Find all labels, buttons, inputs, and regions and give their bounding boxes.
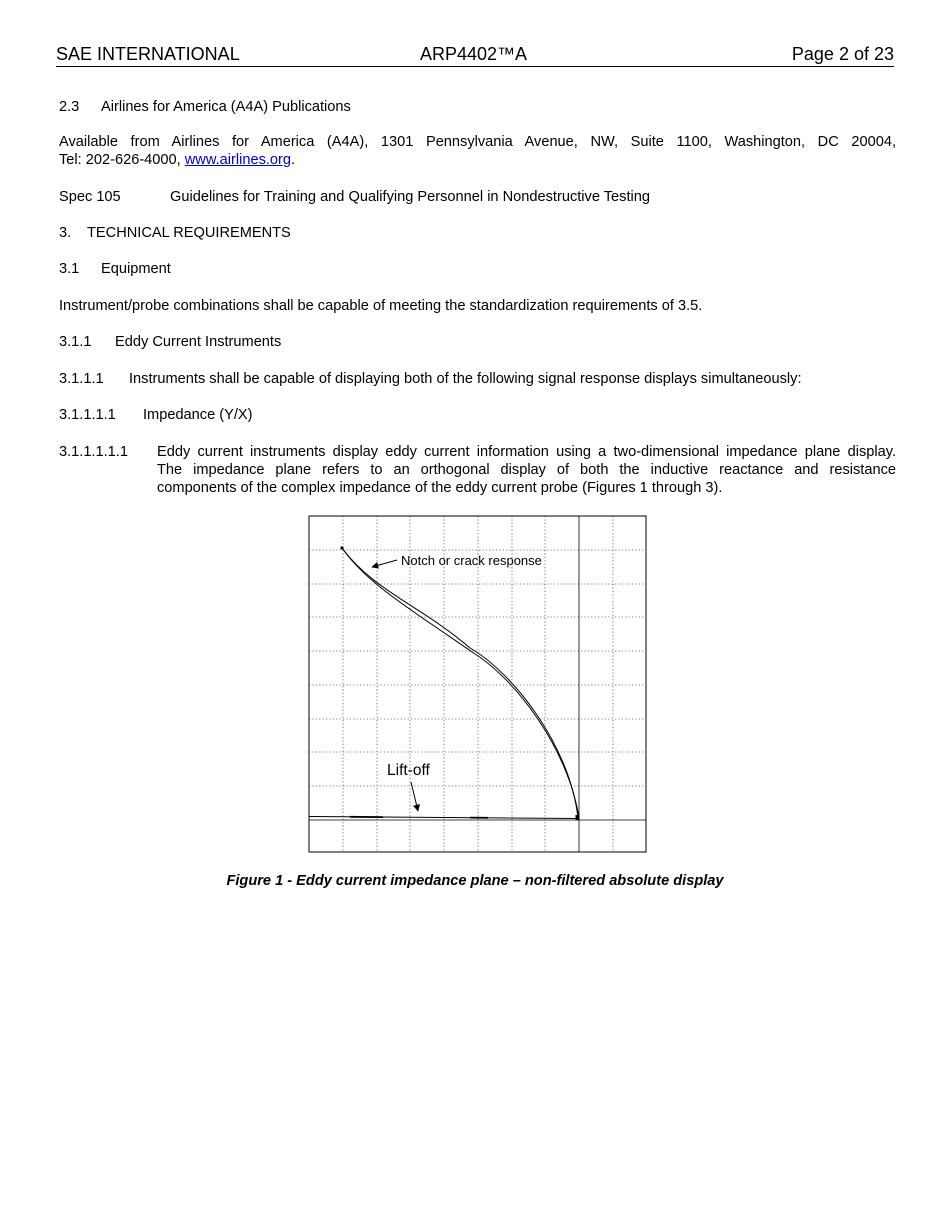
spec-title: Guidelines for Training and Qualifying Personnel in Nondestructive Testing	[170, 189, 650, 205]
trace-start-point	[340, 546, 343, 549]
paragraph-line-1: Eddy current instruments display eddy current information using a two-dimensional impedance plane display.	[157, 444, 896, 460]
spec-code: Spec 105	[59, 189, 121, 205]
paragraph-line-2: The impedance plane refers to an orthogonal display of both the inductive reactance and resistance	[157, 462, 896, 478]
section-number: 2.3	[59, 99, 80, 115]
section-title: TECHNICAL REQUIREMENTS	[87, 225, 291, 241]
section-number: 3.1.1	[59, 334, 92, 350]
figure-caption: Figure 1 - Eddy current impedance plane – non-filtered absolute display	[226, 873, 724, 889]
header-org: SAE INTERNATIONAL	[56, 44, 240, 64]
period: .	[291, 152, 296, 168]
crack-annotation-label: Notch or crack response	[401, 553, 542, 568]
crack-response-trace-inner	[342, 548, 579, 818]
section-number: 3.1.1.1.1	[59, 407, 116, 423]
availability-line-1: Available from Airlines for America (A4A), 1301 Pennsylvania Avenue, NW, Suite 1100, Washington, DC 20004,	[59, 134, 896, 150]
section-number: 3.1	[59, 261, 80, 277]
section-number: 3.1.1.1	[59, 371, 104, 387]
airlines-website-link[interactable]: www.airlines.org	[184, 152, 292, 168]
section-3-1-text: Instrument/probe combinations shall be capable of meeting the standardization requirements of 3.5.	[59, 298, 703, 314]
section-3-1-1-1-1-1-number: 3.1.1.1.1.1	[59, 444, 128, 460]
section-title: Equipment	[101, 261, 171, 277]
paragraph-line-3: components of the complex impedance of the eddy current probe (Figures 1 through 3).	[157, 480, 723, 496]
section-text: Instruments shall be capable of displaying both of the following signal response displays simultaneously:	[129, 371, 802, 387]
section-number: 3.	[59, 225, 72, 241]
section-title: Eddy Current Instruments	[115, 334, 282, 350]
section-title: Airlines for America (A4A) Publications	[101, 99, 351, 115]
liftoff-annotation-label: Lift-off	[387, 762, 430, 779]
trace-balance-point	[576, 815, 580, 820]
header-page-number: Page 2 of 23	[791, 44, 894, 64]
phone-text: Tel: 202-626-4000,	[59, 152, 185, 168]
section-title: Impedance (Y/X)	[143, 407, 253, 423]
crack-annotation-arrow	[372, 560, 397, 567]
header-doc-id: ARP4402™A	[420, 44, 528, 64]
liftoff-trace	[309, 817, 579, 819]
